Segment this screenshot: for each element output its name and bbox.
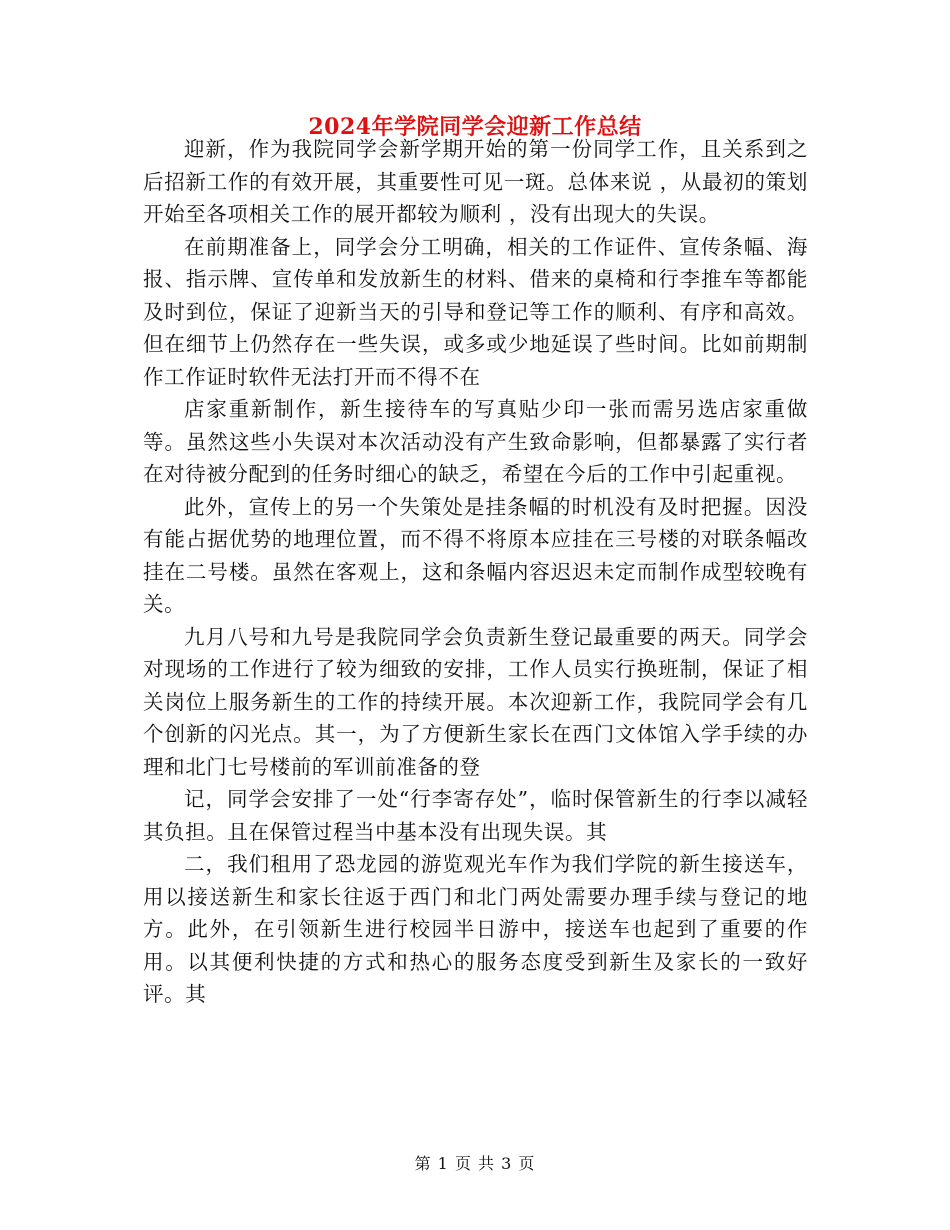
document-title: 2024年学院同学会迎新工作总结 xyxy=(308,114,642,140)
paragraph-2: 在前期准备上，同学会分工明确，相关的工作证件、宣传条幅、海报、指示牌、宣传单和发放新生的材料、借来的桌椅和行李推车等都能及时到位，保证了迎新当天的引导和登记等工作的顺利、有序和高效。但在细节上仍然存在一些失误，或多或少地延误了些时间。比如前期制作工作证时软件无法打开而不得不在 xyxy=(143,234,808,389)
paragraph-4: 此外，宣传上的另一个失策处是挂条幅的时机没有及时把握。因没有能占据优势的地理位置，而不得不将原本应挂在三号楼的对联条幅改挂在二号楼。虽然在客观上，这和条幅内容迟迟未定而制作成型较晚有关。 xyxy=(143,494,808,616)
paragraph-1: 迎新，作为我院同学会新学期开始的第一份同学工作，且关系到之后招新工作的有效开展，其重要性可见一斑。总体来说 ，从最初的策划开始至各项相关工作的展开都较为顺利 ，没有出现大的失误。 xyxy=(143,137,808,226)
paragraph-3: 店家重新制作，新生接待车的写真贴少印一张而需另选店家重做等。虽然这些小失误对本次活动没有产生致命影响，但都暴露了实行者在对待被分配到的任务时细心的缺乏，希望在今后的工作中引起重视。 xyxy=(143,397,808,486)
page-number-footer: 第 1 页 共 3 页 xyxy=(414,1154,536,1173)
paragraph-7: 二，我们租用了恐龙园的游览观光车作为我们学院的新生接送车，用以接送新生和家长往返于西门和北门两处需要办理手续与登记的地方。此外，在引领新生进行校园半日游中，接送车也起到了重要的作用。以其便利快捷的方式和热心的服务态度受到新生及家长的一致好评。其 xyxy=(143,852,808,1006)
document-body xyxy=(143,133,808,1011)
paragraph-5: 九月八号和九号是我院同学会负责新生登记最重要的两天。同学会对现场的工作进行了较为细致的安排，工作人员实行换班制，保证了相关岗位上服务新生的工作的持续开展。本次迎新工作，我院同学会有几个创新的闪光点。其一，为了方便新生家长在西门文体馆入学手续的办理和北门七号楼前的军训前准备的登 xyxy=(143,624,808,779)
paragraph-6: 记，同学会安排了一处“行李寄存处”，临时保管新生的行李以减轻其负担。且在保管过程当中基本没有出现失误。其 xyxy=(143,787,808,844)
